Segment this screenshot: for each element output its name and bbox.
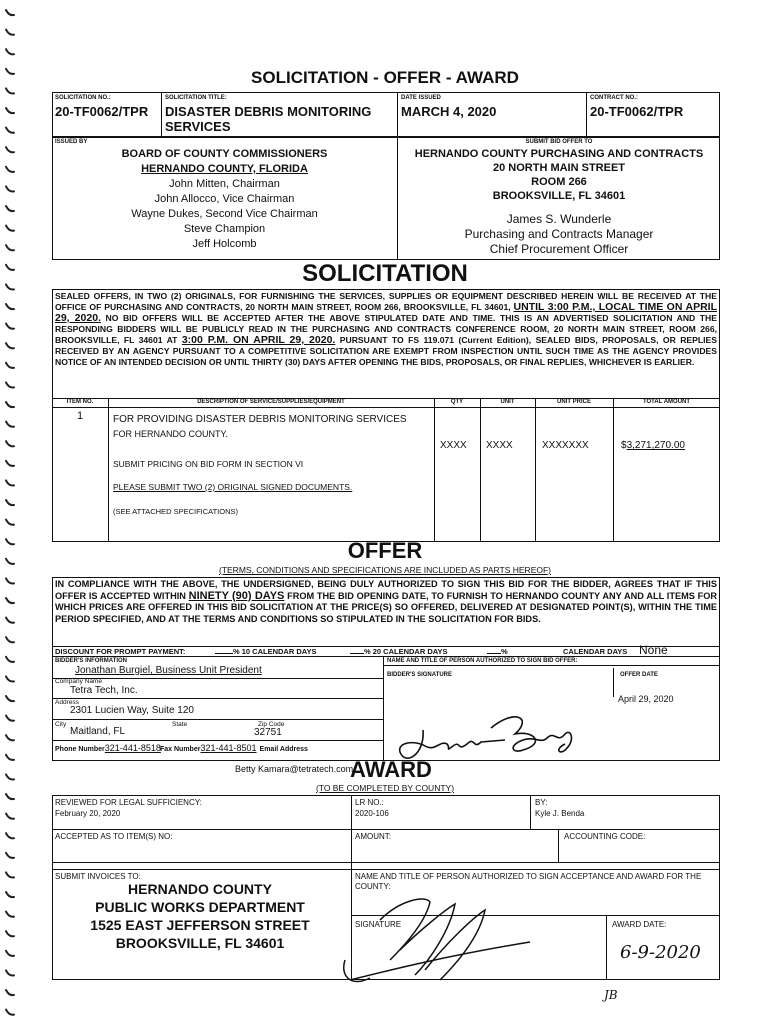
zip: 32751	[254, 727, 282, 738]
bidder-info-label: BIDDER'S INFORMATION	[55, 658, 127, 664]
amount-label: AMOUNT:	[355, 832, 391, 841]
by-name: Kyle J. Benda	[535, 809, 585, 818]
discount-20-days: % 20 CALENDAR DAYS	[350, 647, 448, 656]
company-name: Tetra Tech, Inc.	[70, 685, 138, 696]
email: Betty Kamara@tetratech.com	[235, 764, 354, 774]
submit-to-label: SUBMIT BID OFFER TO	[525, 139, 593, 145]
offer-date: April 29, 2020	[618, 694, 674, 704]
address-label: Address	[55, 699, 79, 706]
offer-heading: OFFER	[347, 538, 423, 563]
item-desc-specs: (SEE ATTACHED SPECIFICATIONS)	[113, 507, 239, 516]
col-description: DESCRIPTION OF SERVICE/SUPPLIES/EQUIPMENT	[197, 399, 345, 405]
solicitation-text: SEALED OFFERS, IN TWO (2) ORIGINALS, FOR FURNISHING THE SERVICES, SUPPLIES OR EQUIPMENT DESCRIBED HEREIN WILL BE RECEIVED AT THE OFFICE OF PURCHASING AND CONTRACTS, 20 NORTH MAIN STREET, ROOM 266, BROOKSVILLE, FL 34601, UNTIL 3:00 P.M., LOCAL TIME ON APRIL 29, 2020. NO BID OFFERS WILL BE ACCEPTED AFTER THE ABOVE STIPULATED DATE AND TIME. THIS IS AN ADVERTISED SOLICITATION AND THE RESPONDING BIDDERS WILL BE PUBLICLY READ IN THE PURCHASING AND CONTRACTS CONFERENCE ROOM, 20 NORTH MAIN STREET, ROOM 266, BROOKSVILLE, FL 34601 AT 3:00 P.M. ON APRIL 29, 2020. PURSUANT TO FS 119.071 (Current Edition), SEALED BIDS, PROPOSALS, OR REPLIES RECEIVED BY AN AGENCY PURSUANT TO A COMPETITIVE SOLICITATION ARE EXEMPT FROM INSPECTION UNTIL SUCH TIME AS THE AGENCY PROVIDES NOTICE OF AN INTENDED DECISION OR UNTIL THIRTY (30) DAYS AFTER OPENING THE BIDS, PROPOSALS, OR FINAL REPLIES, WHICHEVER IS EARLIER.	[55, 291, 717, 367]
item-unit: XXXX	[486, 440, 513, 451]
address: 2301 Lucien Way, Suite 120	[70, 705, 194, 716]
col-unit: UNIT	[500, 399, 515, 405]
date-issued-label: DATE ISSUED	[401, 95, 441, 101]
solicitation-no: 20-TF0062/TPR	[55, 104, 149, 119]
phone: Phone Number321-441-8518	[55, 743, 161, 753]
issued-by-label: ISSUED BY	[55, 139, 88, 145]
item-description: FOR PROVIDING DISASTER DEBRIS MONITORING SERVICES FOR HERNANDO COUNTY.	[113, 414, 407, 439]
county-signature	[330, 880, 560, 990]
invoices-label: SUBMIT INVOICES TO:	[55, 872, 141, 881]
city-label: City	[55, 721, 67, 728]
discount-10-days: % 10 CALENDAR DAYS	[215, 647, 317, 656]
lr-label: LR NO.:	[355, 798, 384, 807]
zip-label: Zip Code	[258, 721, 285, 728]
discount-calendar-label: CALENDAR DAYS	[563, 647, 628, 656]
submit-to-address: HERNANDO COUNTY PURCHASING AND CONTRACTS 20 NORTH MAIN STREET ROOM 266 BROOKSVILLE, FL 34601	[414, 148, 704, 202]
solicitation-title-label: SOLICITATION TITLE:	[165, 95, 227, 101]
accounting-label: ACCOUNTING CODE:	[564, 832, 646, 841]
offer-text: IN COMPLIANCE WITH THE ABOVE, THE UNDERSIGNED, BEING DULY AUTHORIZED TO SIGN THIS BID FOR THE BIDDER, AGREES THAT IF THIS OFFER IS ACCEPTED WITHIN NINETY (90) DAYS FROM THE BID OPENING DATE, TO FURNISH TO HERNANDO COUNTY ANY AND ALL ITEMS FOR WHICH PRICES ARE OFFERED IN THIS BID SOLICITATION AT THE PRICE(S) SO OFFERED, DELIVERED AT DESIGNATED POINT(S), WITHIN THE TIME PERIOD SPECIFIED, AND AT THE TERMS AND CONDITIONS SO STIPULATED IN THE SOLICITATION FOR BIDS.	[55, 579, 717, 624]
city: Maitland, FL	[70, 726, 126, 737]
col-unit-price: UNIT PRICE	[556, 399, 591, 405]
item-number: 1	[76, 410, 84, 422]
invoice-address: HERNANDO COUNTY PUBLIC WORKS DEPARTMENT 1525 EAST JEFFERSON STREET BROOKSVILLE, FL 34601	[90, 881, 310, 951]
award-subheading: (TO BE COMPLETED BY COUNTY)	[315, 783, 455, 793]
issued-by-block: BOARD OF COUNTY COMMISSIONERS HERNANDO COUNTY, FLORIDA John Mitten, Chairman John Allocco, Vice Chairman Wayne Dukes, Second Vice Chairman Steve Champion Jeff Holcomb	[121, 148, 328, 250]
offer-subheading: (TERMS, CONDITIONS AND SPECIFICATIONS ARE INCLUDED AS PARTS HEREOF)	[218, 565, 552, 575]
bidder-signature-label: BIDDER'S SIGNATURE	[387, 672, 452, 678]
solicitation-title: DISASTER DEBRIS MONITORING SERVICES	[165, 104, 372, 134]
award-date-label: AWARD DATE:	[612, 920, 667, 929]
item-qty: XXXX	[440, 440, 467, 451]
state-label: State	[172, 721, 188, 728]
award-date: 6-9-2020	[620, 942, 701, 963]
contract-no-label: CONTRACT NO.:	[590, 95, 638, 101]
form-title: SOLICITATION - OFFER - AWARD	[251, 68, 519, 87]
by-label: BY:	[535, 798, 548, 807]
solicitation-heading: SOLICITATION	[302, 260, 468, 287]
contract-no: 20-TF0062/TPR	[590, 104, 684, 119]
col-qty: QTY	[450, 399, 464, 405]
item-desc-submit: PLEASE SUBMIT TWO (2) ORIGINAL SIGNED DOCUMENTS.	[113, 482, 353, 492]
county-signature-label: SIGNATURE	[355, 920, 402, 929]
discount-pct: %	[487, 647, 508, 656]
date-issued: MARCH 4, 2020	[401, 104, 497, 119]
discount-label: DISCOUNT FOR PROMPT PAYMENT:	[55, 647, 186, 656]
item-unit-price: XXXXXXX	[542, 440, 589, 451]
submit-to-contact: James S. Wunderle Purchasing and Contracts Manager Chief Procurement Officer	[464, 212, 654, 256]
auth-signer-label: NAME AND TITLE OF PERSON AUTHORIZED TO SIGN BID OFFER:	[387, 658, 578, 664]
offer-date-label: OFFER DATE	[620, 672, 658, 678]
discount-value: None	[639, 643, 668, 657]
company-label: Company Name	[55, 678, 102, 685]
accepted-label: ACCEPTED AS TO ITEM(S) NO:	[55, 832, 173, 841]
item-desc-pricing: SUBMIT PRICING ON BID FORM IN SECTION VI	[113, 459, 304, 469]
binding-marks	[4, 0, 16, 1024]
item-total: $3,271,270.00	[621, 440, 685, 451]
initials: JB	[604, 988, 618, 1002]
legal-label: REVIEWED FOR LEGAL SUFFICIENCY:	[55, 798, 202, 807]
auth-signer-name: Jonathan Burgiel, Business Unit President	[75, 665, 262, 676]
col-item-no: ITEM NO.	[66, 399, 94, 405]
solicitation-no-label: SOLICITATION NO.:	[55, 95, 111, 101]
award-heading: AWARD	[350, 757, 432, 782]
county-signer-label: NAME AND TITLE OF PERSON AUTHORIZED TO SIGN ACCEPTANCE AND AWARD FOR THE COUNTY:	[355, 872, 702, 891]
legal-date: February 20, 2020	[55, 809, 121, 818]
col-total: TOTAL AMOUNT	[642, 399, 691, 405]
lr-number: 2020-106	[355, 809, 389, 818]
fax: Fax Number321-441-8501 Email Address	[160, 743, 308, 753]
